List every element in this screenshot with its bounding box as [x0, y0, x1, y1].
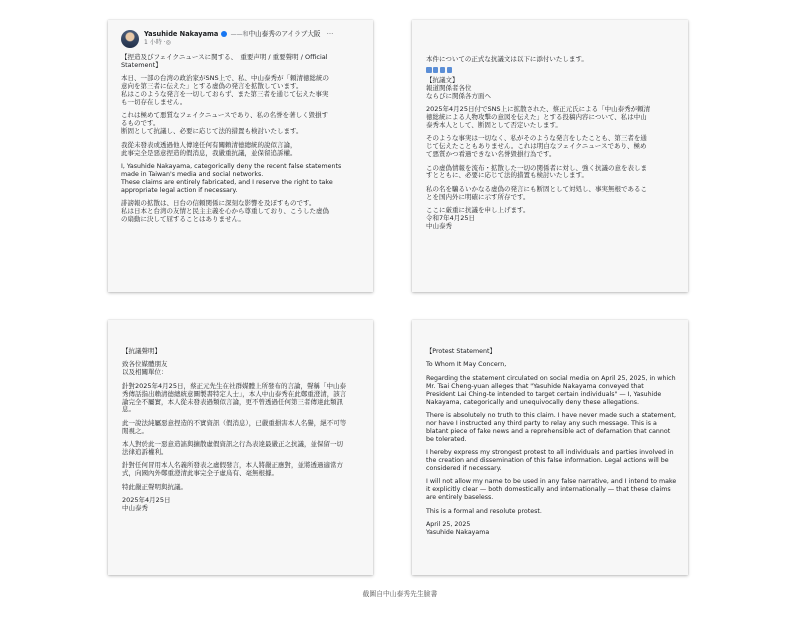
- attachment-intro: 本件についての正式な抗議文は以下に添付いたします。: [426, 55, 588, 63]
- text-line: 以及相關單位：: [122, 368, 168, 377]
- text-line: 針對任何冒用本人名義所發表之虛假發言，本人將嚴正應對，並將透過適當方: [122, 461, 343, 470]
- paragraph: [426, 106, 676, 130]
- globe-icon: ·◎: [163, 39, 171, 46]
- text-line: blatant piece of fake news and a reprehensible act of defamation that cannot: [426, 427, 671, 435]
- paragraph: [121, 163, 361, 195]
- text-line: April 25, 2025: [426, 520, 471, 528]
- text-line: I, Yasuhide Nakayama, categorically deny the recent false statements: [121, 162, 342, 170]
- text-line: I will not allow my name to be used in any false narrative, and I intend to make: [426, 478, 677, 486]
- text-line: 泰秀本人として、断固として否定いたします。: [426, 120, 562, 129]
- text-line: President Lai Ching-te intended to target certain individuals" — I, Yasuhide: [426, 390, 662, 398]
- text-line: it explicitly clear — both domestically and internationally — that these claims: [426, 486, 671, 494]
- statement-image-chinese: [108, 320, 373, 575]
- paragraph: [426, 508, 676, 516]
- paragraph: [122, 348, 361, 356]
- text-line: ここに厳重に抗議を申し上げます。: [426, 206, 530, 215]
- paragraph: [426, 478, 676, 502]
- text-line: made in Taiwan's media and social networks.: [121, 170, 264, 178]
- text-line: 私の名を騙るいかなる虚偽の発言にも断固として対処し、事実無根であるこ: [426, 184, 647, 193]
- text-line: て悪質かつ看過できない名誉毀損行為です。: [426, 150, 556, 159]
- text-line: の扇動に決して屈することはありません。: [121, 214, 245, 223]
- text-line: 【抗議文】: [426, 75, 459, 84]
- paragraph: [121, 200, 361, 224]
- paragraph: [122, 420, 361, 436]
- paragraph: [121, 142, 361, 158]
- paragraph: [426, 165, 676, 181]
- text-line: 私はこのような発言を一切しておらず、また第三者を通じて伝えた事実: [121, 90, 329, 99]
- paragraph: [122, 441, 361, 457]
- text-line: There is absolutely no truth to this claim. I have never made such a statement,: [426, 411, 676, 419]
- text-line: も一切存在しません。: [121, 98, 187, 107]
- pointing-down-icon: [440, 67, 446, 73]
- text-line: 法律追訴權利。: [122, 448, 168, 457]
- text-line: 本人對於此一惡意造謠與擴散虛假資訊之行為表達最嚴正之抗議，並保留一切: [122, 440, 343, 449]
- verified-icon: [221, 31, 227, 37]
- text-line: 特此嚴正聲明與抗議。: [122, 482, 187, 491]
- paragraph: [122, 462, 361, 478]
- text-line: 此事完全是惡意捏造的假消息，我嚴重抗議，並保留追訴權。: [121, 148, 297, 157]
- text-line: be tolerated.: [426, 435, 467, 443]
- text-line: とを国内外に明確に示す所存です。: [426, 192, 530, 201]
- text-line: 令和7年4月25日: [426, 214, 476, 223]
- text-line: この虚偽情報を流布・拡散した一切の関係者に対し、強く抗議の意を表しま: [426, 163, 647, 172]
- text-line: 式，向國內外鄭重澄清此事完全子虛烏有、毫無根據。: [122, 469, 278, 478]
- pointing-down-emoji-row: [426, 64, 676, 73]
- post-author-line: [144, 30, 361, 47]
- text-line: じて伝えたこともありません。これは明白なフェイクニュースであり、極め: [426, 142, 647, 151]
- paragraph: [121, 112, 361, 136]
- more-options-icon[interactable]: ···: [326, 30, 334, 38]
- text-line: the creation and dissemination of this false information. Legal actions will be: [426, 456, 669, 464]
- text-line: 2025年4月25日: [122, 496, 171, 505]
- text-line: 針對2025年4月25日，蔡正元先生在社群媒體上所發布的言論，聲稱「中山泰: [122, 381, 346, 390]
- text-line: 【Protest Statement】: [426, 348, 496, 355]
- text-line: 【抗議聲明】: [122, 347, 161, 355]
- paragraph: [426, 186, 676, 202]
- text-line: Yasuhide Nakayama: [426, 528, 490, 536]
- text-line: ならびに関係各方面へ: [426, 91, 491, 100]
- text-line: 論完全不屬實，本人從未發表過類似言論，更不曾透過任何第三者傳達此類訊: [122, 397, 343, 406]
- text-line: 私は日本と台湾の友情と民主主義を心から尊重しており、こうした虚偽: [121, 207, 329, 215]
- text-line: appropriate legal action if necessary.: [121, 186, 238, 194]
- text-line: nor have I instructed any third party to relay any such message. This is a: [426, 419, 657, 427]
- text-line: 徳総統による人物攻撃の意図を伝えた」とする投稿内容について、私は中山: [426, 113, 647, 122]
- page-name[interactable]: 中山泰秀のアイラブ大阪: [248, 30, 321, 38]
- text-line: 2025年4月25日付でSNS上に拡散された、蔡正元氏による「中山泰秀が頼清: [426, 105, 651, 114]
- protest-letter-zh: [122, 348, 361, 513]
- text-line: These claims are entirely fabricated, and I reserve the right to take: [121, 178, 333, 186]
- paragraph: [122, 484, 361, 492]
- text-line: This is a formal and resolute protest.: [426, 507, 542, 515]
- paragraph: [426, 412, 676, 444]
- post-body: [121, 54, 361, 224]
- text-line: 報道関係者各位: [426, 83, 472, 92]
- paragraph: [121, 54, 361, 70]
- text-line: I hereby express my strongest protest to all individuals and parties involved in: [426, 449, 674, 457]
- paragraph: [426, 207, 676, 231]
- facebook-post-card: [108, 20, 373, 292]
- text-line: 致各位媒體朋友: [122, 360, 168, 369]
- text-line: To Whom It May Concern,: [426, 361, 507, 369]
- paragraph: [426, 135, 676, 159]
- paragraph: [426, 77, 676, 101]
- text-line: 閒視之。: [122, 426, 148, 435]
- text-line: 此一說法純屬惡意捏造的不實資訊（假消息），已嚴重損害本人名譽，絕不可等: [122, 418, 347, 427]
- pointing-down-icon: [447, 67, 453, 73]
- paragraph: [122, 361, 361, 377]
- paragraph: [426, 361, 676, 369]
- text-line: 誹謗報の拡散は、日台の信頼関係に深刻な影響を及ぼすものです。: [121, 199, 316, 208]
- text-line: 本日、一部の台湾の政治家がSNS上で、私、中山泰秀が「頼清徳総統の: [121, 74, 329, 83]
- protest-letter-ja: [426, 77, 676, 231]
- pointing-down-icon: [433, 67, 439, 73]
- paragraph: [426, 375, 676, 407]
- text-line: Statement】: [121, 60, 162, 69]
- image-caption: 截圖自中山泰秀先生臉書: [362, 590, 438, 598]
- text-line: 【捏造及びフェイクニュースに関する、 重要声明 / 重要聲明 / Official: [121, 53, 328, 61]
- text-line: るものです。: [121, 119, 160, 128]
- text-line: are entirely baseless.: [426, 494, 494, 502]
- with-label: ——和: [230, 31, 249, 38]
- paragraph: [122, 383, 361, 415]
- protest-letter-en: [426, 348, 676, 537]
- text-line: Nakayama, categorically and unequivocally deny these allegations.: [426, 398, 640, 406]
- text-line: 秀傳話指出賴清德總統意圖製書特定人士」，本人中山泰秀在此鄭重澄清，該言: [122, 389, 347, 398]
- text-line: 意向を第三者に伝えた」とする虚偽の発言を拡散しています。: [121, 82, 303, 91]
- text-line: 中山泰秀: [426, 222, 452, 230]
- text-line: 断固として抗議し、必要に応じて法的措置も検討いたします。: [121, 127, 303, 136]
- text-line: そのような事実は一切なく、私がそのような発言をしたことも、第三者を通: [426, 134, 647, 143]
- author-name[interactable]: Yasuhide Nakayama: [144, 30, 219, 38]
- text-line: Regarding the statement circulated on social media on April 25, 2025, in which: [426, 374, 676, 382]
- text-line: Mr. Tsai Cheng-yuan alleges that "Yasuhide Nakayama conveyed that: [426, 382, 644, 390]
- avatar[interactable]: [121, 30, 139, 48]
- paragraph: [426, 449, 676, 473]
- text-line: 中山泰秀: [122, 504, 148, 513]
- text-line: considered if necessary.: [426, 464, 502, 472]
- paragraph: [121, 75, 361, 107]
- statement-image-japanese: [412, 20, 688, 292]
- paragraph: [426, 348, 676, 356]
- post-header: [121, 30, 361, 48]
- text-line: 我從未發表或透過他人傳達任何有關賴清德總統的說似言論，: [121, 140, 297, 149]
- paragraph: [122, 497, 361, 513]
- pointing-down-icon: [426, 67, 432, 73]
- text-line: これは極めて悪質なフェイクニュースであり、私の名誉を著しく毀損す: [121, 111, 329, 120]
- statement-image-english: [412, 320, 688, 575]
- post-time[interactable]: 1 小時: [144, 39, 162, 46]
- text-line: 息。: [122, 405, 135, 414]
- text-line: すとともに、必要に応じて法的措置も検討いたします。: [426, 171, 588, 180]
- paragraph: [426, 521, 676, 537]
